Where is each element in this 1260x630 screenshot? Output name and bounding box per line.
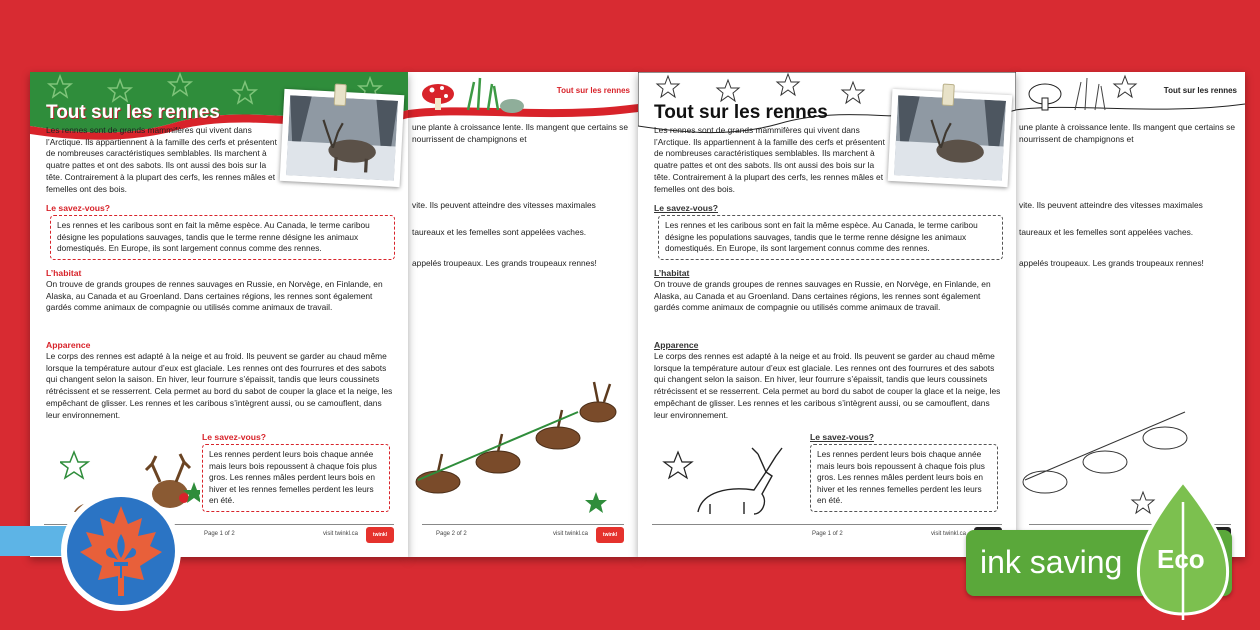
intro-paragraph: Les rennes sont de grands mammifères qui vivent dans l’Arctique. Ils appartiennent à la famille des cerfs et présentent de nombreuses caractéristiques semblables. Ils marchent à quatre pattes et ont des sabots. Ils ont aussi des bois sur la tête. Contrairement à la plupart des cerfs, les rennes mâles et femelles ont des bois. [46,125,277,194]
twinkl-logo: twinkl [596,527,624,543]
back-paragraph-3: taureaux et les femelles sont appelées vaches. [1019,227,1194,237]
footer-url: visit twinkl.ca [930,531,966,537]
back-paragraph-2: vite. Ils peuvent atteindre des vitesses maximales [1019,200,1203,210]
mushroom-grass-illustration [408,72,638,122]
appearance-paragraph: Le corps des rennes est adapté à la neige et au froid. Ils peuvent se garder au chaud même lorsque la température autour d’eux est glaciale. Les rennes ont des fourrures et des sabots qui changent selon la saison. En hiver, leur fourrure s’épaissit, tandis que leurs coussinets rétrécissent et se resserrent. Cela permet au bord du sabot de couper la glace et la neige, les empêchant de glisser. Les rennes et les caribous s’intègrent aussi, ou se camouflent, dans leur environnement. [654,351,1001,420]
habitat-heading: L’habitat [46,268,82,278]
did-you-know-box-2: Les rennes perdent leurs bois chaque année mais leurs bois repoussent à chaque fois plus gros. Les rennes mâles perdent leurs bois en hiver et les rennes femelles perdent les leurs en été. [810,444,998,512]
did-you-know-heading-2: Le savez-vous? [810,432,874,442]
colour-worksheet-page-1 [30,72,408,557]
did-you-know-heading-2: Le savez-vous? [202,432,266,442]
eco-label: Eco [1157,544,1205,574]
ink-saving-label: ink saving [980,544,1123,580]
ink-saving-worksheet-page-1 [638,72,1016,557]
appearance-heading: Apparence [654,340,699,350]
footer-url: visit twinkl.ca [552,531,588,537]
page-number: Page 1 of 2 [204,531,235,537]
colour-worksheet-page-2 [408,72,638,557]
paper-clip-icon [334,84,347,107]
page-footer [422,524,624,554]
intro-paragraph: Les rennes sont de grands mammifères qui vivent dans l’Arctique. Ils appartiennent à la famille des cerfs et présentent de nombreuses caractéristiques semblables. Ils marchent à quatre pattes et ont des sabots. Ils ont aussi des bois sur la tête. Contrairement à la plupart des cerfs, les rennes mâles et femelles ont des bois. [654,125,885,194]
page-number: Page 2 of 2 [436,531,467,537]
back-paragraph-1: une plante à croissance lente. Ils mangent que certains se nourrissent de champignons et [1019,122,1236,144]
footer-url: visit twinkl.ca [322,531,358,537]
header-tag: Tout sur les rennes [1163,86,1237,95]
back-paragraph-2: vite. Ils peuvent atteindre des vitesses maximales [412,200,596,210]
header-tag: Tout sur les rennes [556,86,630,95]
did-you-know-heading: Le savez-vous? [46,203,110,213]
did-you-know-heading: Le savez-vous? [654,203,718,213]
reindeer-photo [888,89,1013,187]
reindeer-team-illustration [408,372,638,522]
page-title: Tout sur les rennes [46,102,220,123]
did-you-know-box: Les rennes et les caribous sont en fait la même espèce. Au Canada, le terme caribou désigne les populations sauvages, tandis que le terme renne désigne les animaux domestiqués. En Europe, ils sont largement connus comme des rennes. [50,215,395,260]
back-paragraph-1: une plante à croissance lente. Ils mangent que certains se nourrissent de champignons et [412,122,629,144]
appearance-paragraph: Le corps des rennes est adapté à la neige et au froid. Ils peuvent se garder au chaud même lorsque la température autour d’eux est glaciale. Les rennes ont des fourrures et des sabots qui changent selon la saison. En hiver, leur fourrure s’épaissit, tandis que leurs coussinets rétrécissent et se resserrent. Cela permet au bord du sabot de couper la glace et la neige, les empêchant de glisser. Les rennes et les caribous s’intègrent aussi, ou se camouflent, dans leur environnement. [46,351,393,420]
habitat-paragraph: On trouve de grands groupes de rennes sauvages en Russie, en Norvège, en Finlande, en Alaska, au Canada et au Groenland. Dans certaines régions, les rennes sont également gardés comme animaux de compagnie ou utilisés comme animaux de travail. [46,279,383,313]
back-paragraph-4: appelés troupeaux. Les grands troupeaux rennes! [412,258,597,268]
reindeer-outline-illustration [658,442,808,522]
mushroom-grass-outline-illustration [1015,72,1245,122]
page-number: Page 1 of 2 [812,531,843,537]
did-you-know-box-2: Les rennes perdent leurs bois chaque année mais leurs bois repoussent à chaque fois plus gros. Les rennes mâles perdent leurs bois en hiver et les rennes femelles perdent les leurs en été. [202,444,390,512]
leaf-icon [1135,482,1231,622]
fleur-de-lis-maple-leaf-icon [58,488,184,614]
page-footer [652,524,1002,554]
page-title: Tout sur les rennes [654,102,828,123]
did-you-know-box: Les rennes et les caribous sont en fait la même espèce. Au Canada, le terme caribou désigne les populations sauvages, tandis que le terme renne désigne les animaux domestiqués. En Europe, ils sont largement connus comme des rennes. [658,215,1003,260]
habitat-paragraph: On trouve de grands groupes de rennes sauvages en Russie, en Norvège, en Finlande, en Alaska, au Canada et au Groenland. Dans certaines régions, les rennes sont également gardés comme animaux de compagnie ou utilisés comme animaux de travail. [654,279,991,313]
habitat-heading: L’habitat [654,268,690,278]
reindeer-photo [280,89,405,187]
twinkl-logo: twinkl [366,527,394,543]
paper-clip-icon [942,84,955,107]
back-paragraph-3: taureaux et les femelles sont appelées vaches. [412,227,587,237]
appearance-heading: Apparence [46,340,91,350]
back-paragraph-4: appelés troupeaux. Les grands troupeaux rennes! [1019,258,1204,268]
